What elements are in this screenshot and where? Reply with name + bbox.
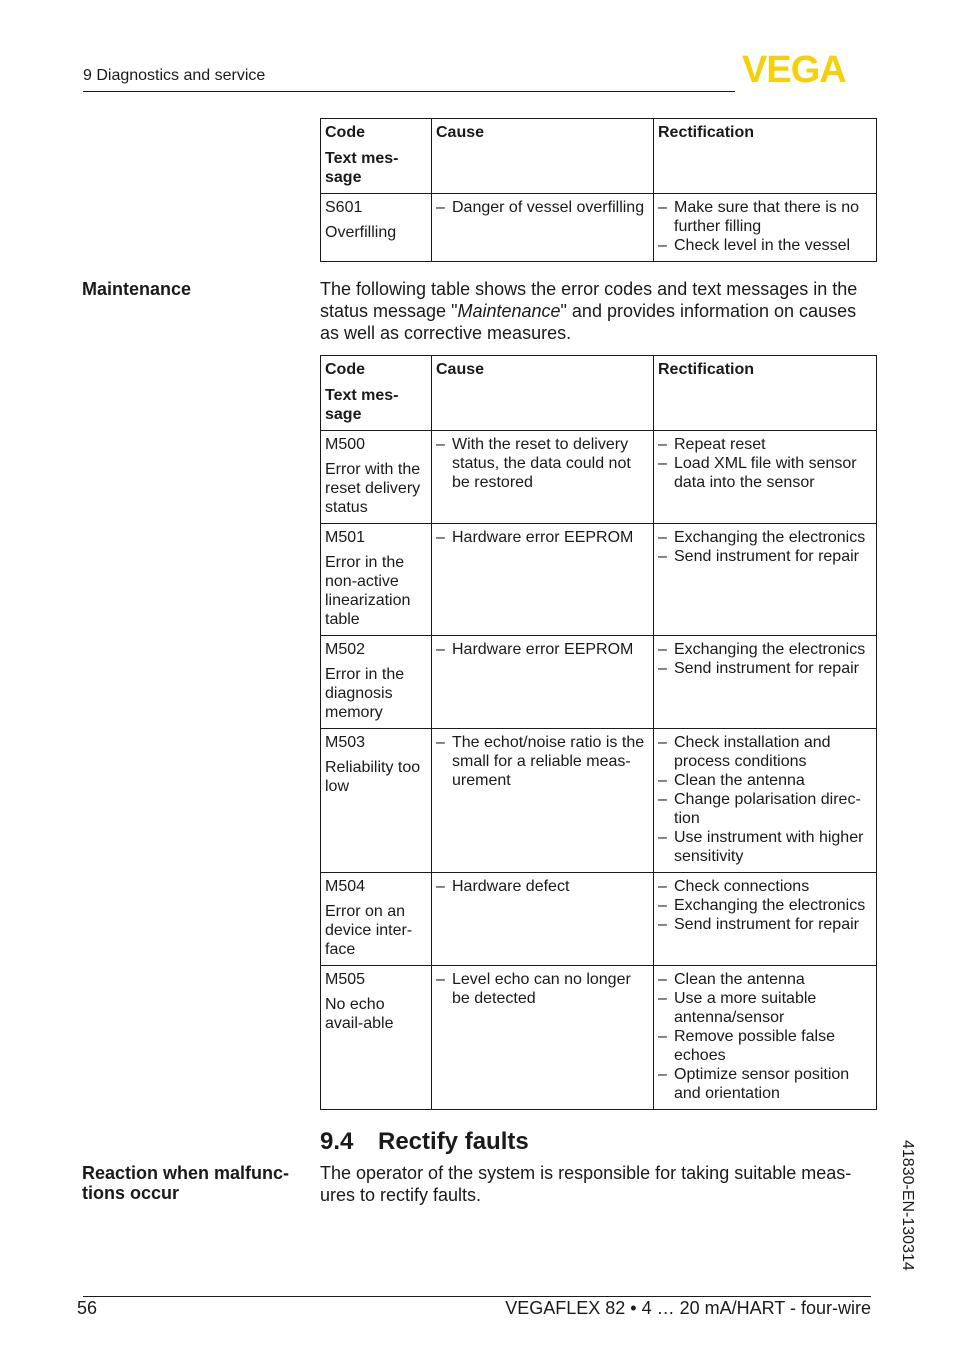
error-message: No echo avail-able — [325, 996, 394, 1032]
rectification-item: – Use instrument with higher sensitivity — [658, 828, 872, 866]
rectification-item: – Check connections — [658, 877, 872, 896]
rectification-item: – Repeat reset — [658, 435, 872, 454]
rectification-item: – Send instrument for repair — [658, 547, 872, 566]
rectification-item: – Make sure that there is no further filling — [658, 198, 872, 236]
error-message: Error with the reset delivery status — [325, 461, 421, 516]
cause-item: – Danger of vessel overfilling — [436, 198, 649, 217]
table-row — [321, 194, 877, 262]
cell-rectification — [654, 431, 877, 524]
cell-code — [321, 873, 432, 966]
cell-rectification — [654, 873, 877, 966]
rectification-item: – Send instrument for repair — [658, 659, 872, 678]
maintenance-intro: The following table shows the error codes and text messages in the status message "Maintenance" and provides information on causes as well as corrective measures. — [320, 279, 858, 343]
rectification-item: – Check installation and process conditions — [658, 733, 872, 771]
cell-cause — [432, 729, 654, 873]
cell-cause — [432, 636, 654, 729]
error-code: M501 — [325, 529, 366, 546]
error-message: Overfilling — [325, 224, 397, 241]
cause-item: – With the reset to delivery status, the data could not be restored — [436, 435, 649, 492]
cell-rectification — [654, 729, 877, 873]
error-message: Error in the diagnosis memory — [325, 666, 405, 721]
table-header-row — [321, 356, 877, 431]
cell-rectification — [654, 194, 877, 262]
page-number: 56 — [77, 1298, 98, 1318]
rectification-item: – Optimize sensor position and orientation — [658, 1065, 872, 1103]
rectification-item: – Clean the antenna — [658, 970, 872, 989]
cell-code — [321, 636, 432, 729]
rectification-item: – Remove possible false echoes — [658, 1027, 872, 1065]
table-row — [321, 729, 877, 873]
cell-rectification — [654, 524, 877, 636]
reaction-heading: Reaction when malfunc-tions occur — [82, 1163, 290, 1203]
cause-item: – The echot/noise ratio is the small for a reliable meas-urement — [436, 733, 649, 790]
cell-cause — [432, 524, 654, 636]
cause-item: – Hardware defect — [436, 877, 649, 896]
table-header-row — [321, 119, 877, 194]
document-code: 41830-EN-130314 — [899, 1140, 916, 1271]
table-row — [321, 636, 877, 729]
rectification-item: – Exchanging the electronics — [658, 640, 872, 659]
rectification-item: – Use a more suitable antenna/sensor — [658, 989, 872, 1027]
logo-text: VEGA — [742, 52, 846, 84]
cell-rectification — [654, 636, 877, 729]
cell-code — [321, 431, 432, 524]
rectification-item: – Clean the antenna — [658, 771, 872, 790]
error-code: M500 — [325, 436, 366, 453]
error-table-s — [320, 118, 877, 262]
table-row — [321, 431, 877, 524]
error-message: Error in the non-active linearization table — [325, 554, 411, 628]
cause-item: – Hardware error EEPROM — [436, 528, 649, 547]
section-heading: 9.4 Rectify faults — [320, 1128, 529, 1155]
footer-rule — [83, 1296, 871, 1297]
rectification-item: – Load XML file with sensor data into the sensor — [658, 454, 872, 492]
rectification-item: – Send instrument for repair — [658, 915, 872, 934]
rectification-item: – Exchanging the electronics — [658, 528, 872, 547]
rectification-item: – Change polarisation direc-tion — [658, 790, 872, 828]
cell-cause — [432, 873, 654, 966]
maintenance-emphasis: Maintenance — [457, 301, 561, 321]
maintenance-heading: Maintenance — [82, 279, 192, 299]
rectification-item: – Check level in the vessel — [658, 236, 872, 255]
error-code: M503 — [325, 734, 366, 751]
cell-code — [321, 524, 432, 636]
error-table-m — [320, 355, 877, 1110]
table-row — [321, 873, 877, 966]
section-body: The operator of the system is responsible for taking suitable meas-ures to rectify faults. — [320, 1163, 852, 1205]
cell-cause — [432, 966, 654, 1110]
table-row — [321, 966, 877, 1110]
cell-code — [321, 729, 432, 873]
vega-logo — [742, 52, 872, 84]
error-code: M505 — [325, 971, 366, 988]
cell-cause — [432, 194, 654, 262]
error-code: S601 — [325, 199, 363, 216]
cell-rectification — [654, 966, 877, 1110]
cell-code — [321, 194, 432, 262]
error-message: Reliability too low — [325, 759, 421, 795]
header-cause: Cause — [432, 119, 654, 194]
cell-code — [321, 966, 432, 1110]
header-rectification: Rectification — [654, 119, 877, 194]
header-rectification: Rectification — [654, 356, 877, 431]
header-rule — [83, 91, 735, 92]
cell-cause — [432, 431, 654, 524]
cause-item: – Level echo can no longer be detected — [436, 970, 649, 1008]
header-code: Code Text mes- sage — [321, 119, 432, 194]
cause-item: – Hardware error EEPROM — [436, 640, 649, 659]
error-code: M502 — [325, 641, 366, 658]
rectification-item: – Exchanging the electronics — [658, 896, 872, 915]
footer-title: VEGAFLEX 82 • 4 … 20 mA/HART - four-wire — [505, 1298, 871, 1318]
error-code: M504 — [325, 878, 366, 895]
running-header: 9 Diagnostics and service — [83, 67, 266, 84]
error-message: Error on an device inter-face — [325, 903, 413, 958]
header-code: Code Text mes- sage — [321, 356, 432, 431]
table-row — [321, 524, 877, 636]
header-cause: Cause — [432, 356, 654, 431]
